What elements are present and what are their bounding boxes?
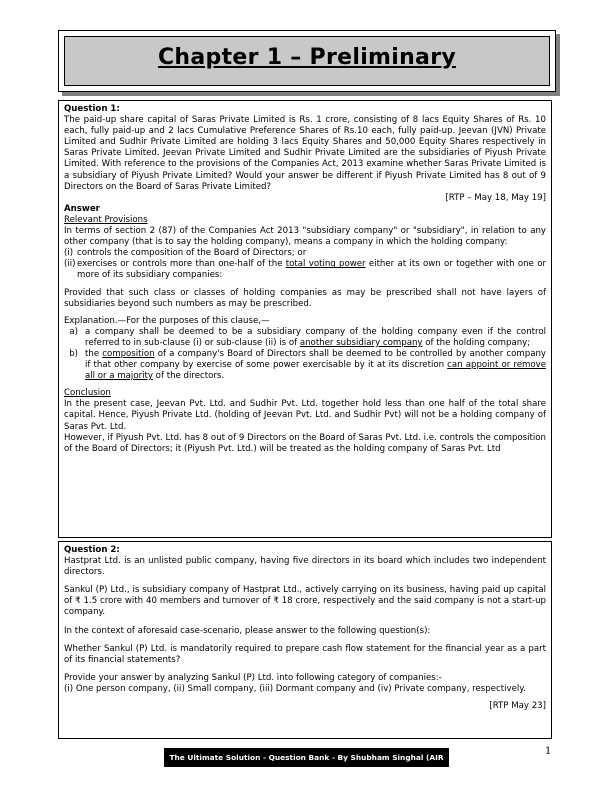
provision-text: In terms of section 2 (87) of the Companies Act 2013 "subsidiary company" or "subsidiary", in relation to any other company (that is to say the holding company), means a company in which the holding company: <box>64 226 546 248</box>
question-2-reference: [RTP May 23] <box>489 701 546 712</box>
item-text-underlined: total voting power <box>285 259 366 270</box>
proviso-text: Provided that such class or classes of holding companies as may be prescribed shall not have layers of subsidiaries beyond such numbers as may be prescribed. <box>64 287 546 309</box>
chapter-title: Chapter 1 – Preliminary <box>157 45 456 70</box>
item-number: b) <box>69 348 78 359</box>
item-text-underlined: another subsidiary company <box>299 337 423 348</box>
question-2-paragraph-3: In the context of aforesaid case-scenario, please answer to the following question(s): <box>64 625 431 636</box>
question-2-paragraph-6: (i) One person company, (ii) Small company, (iii) Dormant company and (iv) Private company, respectively. <box>64 683 526 694</box>
question-1-text: The paid-up share capital of Saras Private Limited is Rs. 1 crore, consisting of 8 lacs Equity Shares of Rs. 10 each, fully paid-up and 2 lacs Cumulative Preference Shares of Rs.10 each, fully paid-up. Jeevan (JVN) Private Limited and Sudhir Private Limited are holding 3 lacs Equity Shares and 50,000 Equity Shares respectively in Saras Private Limited. Jeevan Private Limited and Sudhir Private Limited are the subsidiaries of Piyush Private Limited. With reference to the provisions of the Companies Act, 2013 examine whether Saras Private Limited is a subsidiary of Piyush Private Limited? Would your answer be different if Piyush Private Limited has 8 out of 9 Directors on the Board of Saras Private Limited? <box>64 115 546 192</box>
question-1-heading: Question 1: <box>64 104 120 114</box>
item-text <box>82 327 546 349</box>
explanation-text: Explanation.—For the purposes of this clause,— <box>64 315 270 326</box>
item-text-part: of the directors. <box>152 371 225 382</box>
item-text-part: exercises or controls more than one-half of the <box>77 259 286 270</box>
question-2-paragraph-2: Sankul (P) Ltd., is subsidiary company of Hastprat Ltd., actively carrying on its business, having paid up capital of ₹ 1.5 crore with 40 members and turnover of ₹ 18 crore, respectively and the said company is not a start-up company. <box>64 585 546 618</box>
item-text-underlined: can appoint or remove all or a majority <box>85 360 547 382</box>
conclusion-text-2: However, if Piyush Pvt. Ltd. has 8 out of 9 Directors on the Board of Saras Pvt. Ltd. i.e. controls the composition of the Board of Directors; it (Piyush Pvt. Ltd.) will be treated as the holding company of Saras Pvt. Ltd <box>64 432 546 454</box>
answer-label: Answer <box>64 203 100 214</box>
item-text-part: of a company's Board of Directors shall be deemed to be controlled by another company if that other company by exercise of some power exercisable by it at its discretion <box>85 348 546 371</box>
item-text: controls the composition of the Board of Directors; or <box>77 248 307 259</box>
item-text <box>77 259 546 281</box>
item-number: (ii) <box>64 259 76 270</box>
item-text-part: either at its own or together with one or more of its subsidiary companies: <box>77 259 546 281</box>
question-2-paragraph-4: Whether Sankul (P) Ltd. is mandatorily required to prepare cash flow statement for the financial year as a part of its financial statements? <box>64 643 546 665</box>
item-number: (i) <box>64 248 74 259</box>
conclusion-text-1: In the present case, Jeevan Pvt. Ltd. and Sudhir Pvt. Ltd. together hold less than one half of the total share capital. Hence, Piyush Private Ltd. (holding of Jeevan Pvt. Ltd. and Sudhir Pvt) will not be a holding company of Saras Pvt. Ltd. <box>64 399 546 432</box>
item-text-part: of the holding company; <box>422 337 531 348</box>
question-2-heading: Question 2: <box>64 545 120 555</box>
explanation-item-b <box>64 349 546 382</box>
question-1-reference: [RTP – May 18, May 19] <box>445 192 546 203</box>
item-number: a) <box>69 326 78 337</box>
provision-item-ii <box>64 259 546 281</box>
explanation-item-a <box>64 327 546 349</box>
conclusion-label: Conclusion <box>64 388 111 399</box>
footer-banner: The Ultimate Solution - Question Bank - By Shubham Singhal (AIR 4) <box>164 748 449 767</box>
relevant-provisions-label: Relevant Provisions <box>64 214 148 225</box>
item-text-part: a company shall be deemed to be a subsidiary company of the holding company even if the control referred to in sub-clause (i) or sub-clause (ii) is of <box>85 326 546 348</box>
question-2-paragraph-1: Hastprat Ltd. is an unlisted public company, having five directors in its board which includes two independent directors. <box>64 556 546 578</box>
item-text <box>82 349 546 382</box>
chapter-title-box <box>58 30 556 92</box>
question-1-box <box>58 100 552 538</box>
question-2-box <box>58 541 552 739</box>
page-number: 1 <box>545 746 552 757</box>
provision-item-i <box>64 248 546 259</box>
item-text-part: the <box>85 348 103 359</box>
item-text-underlined: composition <box>102 348 155 359</box>
question-2-paragraph-5: Provide your answer by analyzing Sankul (P) Ltd. into following category of companies:- <box>64 672 442 683</box>
